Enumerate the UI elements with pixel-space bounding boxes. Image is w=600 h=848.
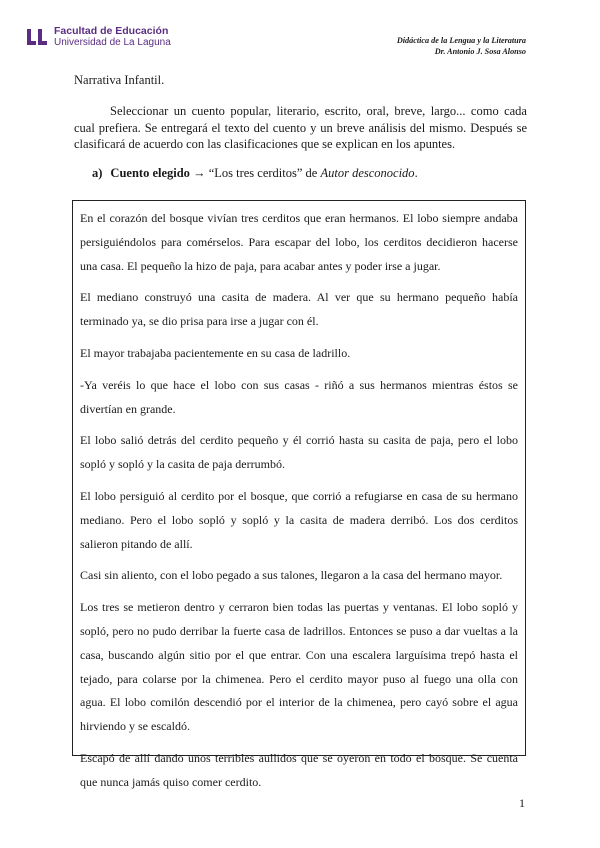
chosen-story-line <box>92 166 418 181</box>
page-header <box>397 35 526 57</box>
ull-logo-icon <box>26 28 48 46</box>
section-title: Narrativa Infantil. <box>74 73 165 87</box>
logo-faculty-name: Facultad de Educación <box>54 25 169 37</box>
story-text-box <box>72 200 526 789</box>
of-word: de <box>305 166 318 180</box>
story-paragraph-3: El mayor trabajaba pacientemente en su casa de ladrillo. <box>80 345 351 360</box>
professor-name: Dr. Antonio J. Sosa Alonso <box>434 47 526 56</box>
arrow-icon: → <box>193 166 206 180</box>
story-author: Autor desconocido <box>320 166 415 180</box>
period: . <box>414 166 418 180</box>
faculty-logo <box>26 26 171 48</box>
story-paragraph-7: Casi sin aliento, con el lobo pegado a sus talones, llegaron a la casa del hermano mayor. <box>80 568 503 583</box>
item-title-label: Cuento elegido <box>110 166 190 180</box>
story-paragraph-5: El lobo salió detrás del cerdito pequeño y él corrió hasta su casita de paja, pero el lobo sopló y sopló y la casita de paja derrumbó. <box>80 433 518 472</box>
course-name: Didáctica de la Lengua y la Literatura <box>396 36 526 45</box>
story-paragraph-1: En el corazón del bosque vivían tres cerditos que eran hermanos. El lobo siempre andaba persiguiéndolos para comérselos. Para escapar del lobo, los cerditos decidieron hacerse una casa. El pequeño la hizo de paja, para acabar antes y poder irse a jugar. <box>80 211 518 273</box>
story-paragraph-4: -Ya veréis lo que hace el lobo con sus casas - riñó a sus hermanos mientras éstos se divertían en grande. <box>80 377 518 416</box>
item-label: a) <box>92 166 103 180</box>
story-paragraph-2: El mediano construyó una casita de madera. Al ver que su hermano pequeño había terminado ya, se dio prisa para irse a jugar con él. <box>80 290 518 329</box>
story-title: “Los tres cerditos” <box>208 166 303 180</box>
story-paragraph-9: Escapó de allí dando unos terribles aullidos que se oyeron en todo el bosque. Se cuenta que nunca jamás quiso comer cerdito. <box>80 750 518 789</box>
logo-university-name: Universidad de La Laguna <box>54 37 171 48</box>
story-paragraph-6: El lobo persiguió al cerdito por el bosque, que corrió a refugiarse en casa de su hermano mediano. Pero el lobo sopló y sopló y la casita de madera derribó. Los dos cerditos salieron pitando de allí. <box>80 488 518 551</box>
intro-paragraph: Seleccionar un cuento popular, literario, escrito, oral, breve, largo... como cada cual prefiera. Se entregará el texto del cuento y un breve análisis del mismo. Después se clasificará de acuerdo con las clasificaciones que se explican en los apuntes. <box>74 104 527 151</box>
page-number: 1 <box>519 796 525 810</box>
story-paragraph-8: Los tres se metieron dentro y cerraron bien todas las puertas y ventanas. El lobo sopló y sopló, pero no pudo derribar la fuerte casa de ladrillos. Entonces se puso a dar vueltas a la casa, buscando algún sitio por el que entrar. Con una escalera larguísima trepó hasta el tejado, para colarse por la chimenea. Pero el cerdito mayor puso al fuego una olla con agua. El lobo comilón descendió por el interior de la chimenea, pero cayó sobre el agua hirviendo y se escaldó. <box>80 600 518 734</box>
